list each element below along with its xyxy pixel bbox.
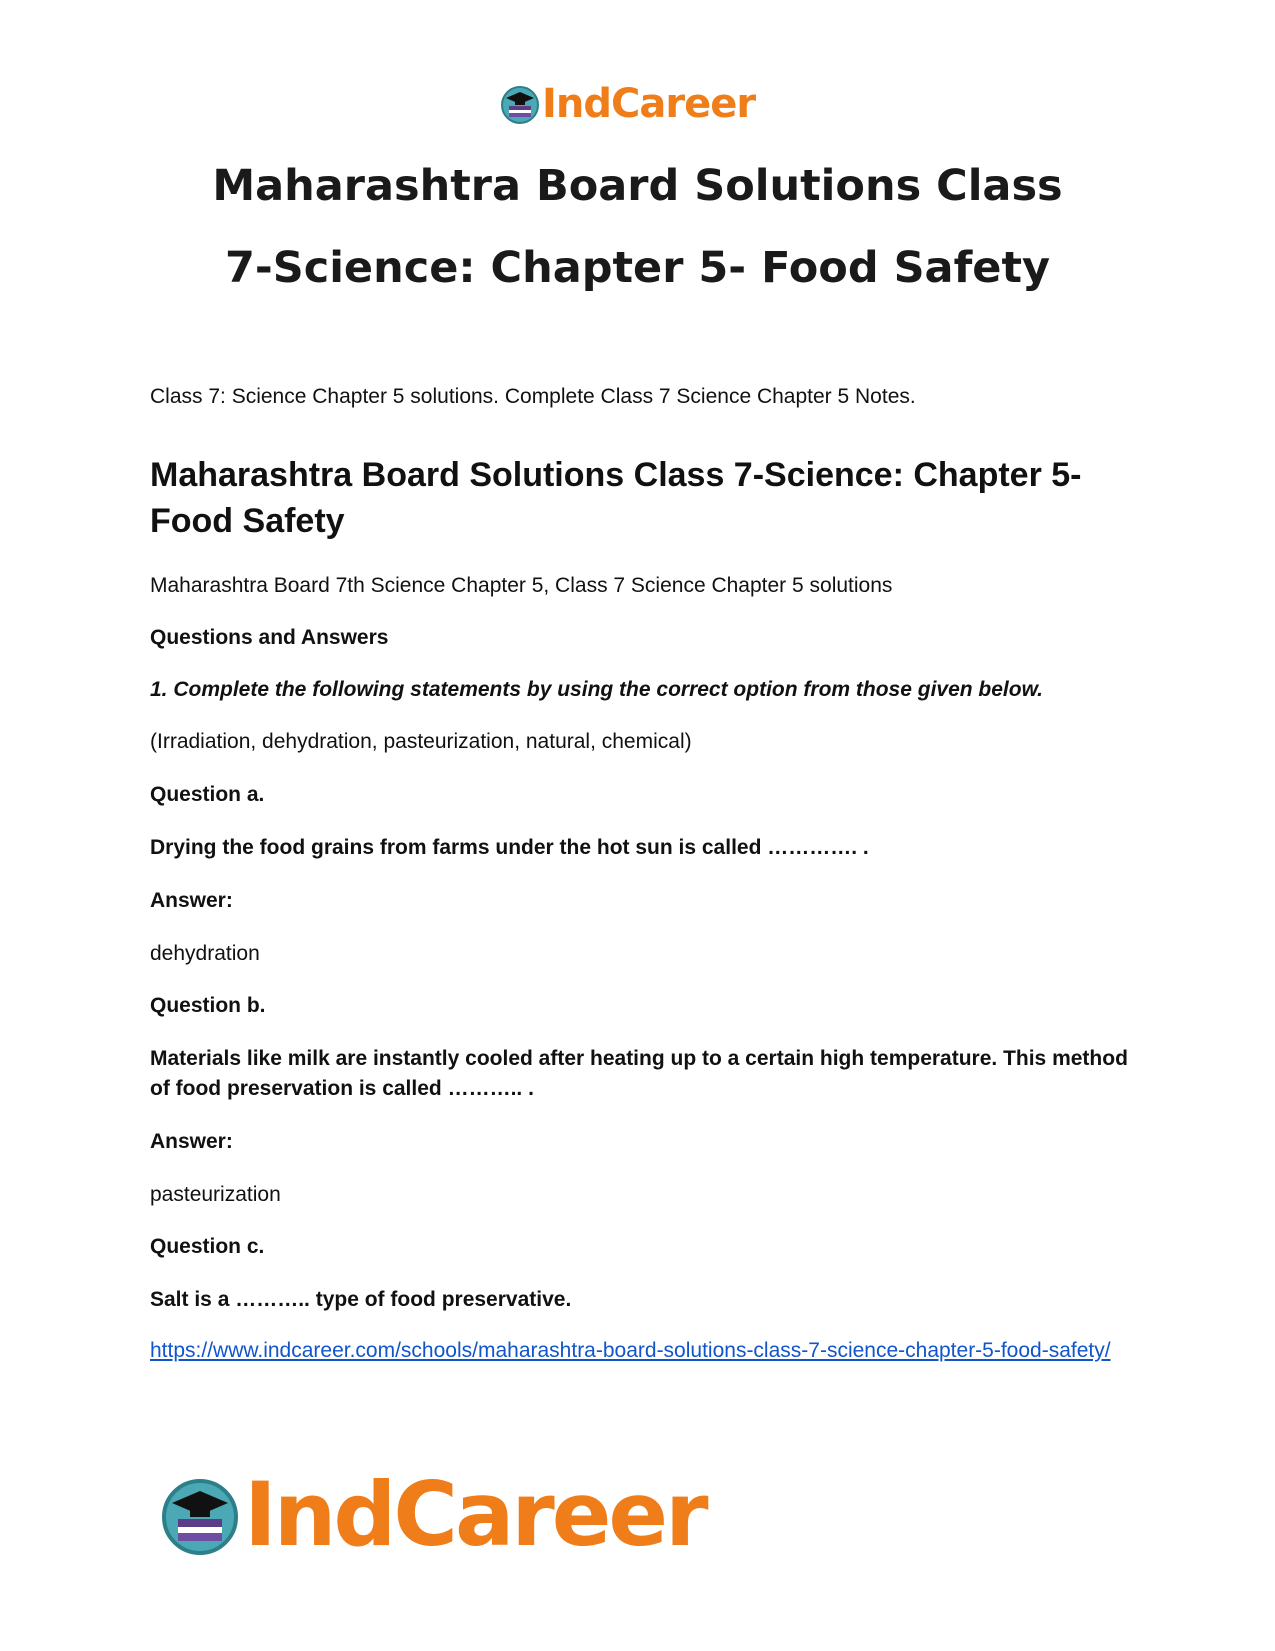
graduation-book-icon (160, 1475, 240, 1555)
question-b-text: Materials like milk are instantly cooled after heating up to a certain high temperature. This method of food preservation is called ……….. . (150, 1047, 1128, 1100)
logo-wordmark: IndCareer (244, 1463, 706, 1566)
footer-logo (160, 1465, 706, 1565)
question-a-answer: dehydration (150, 942, 260, 965)
question-c-label: Question c. (150, 1235, 265, 1258)
section-label: Questions and Answers (150, 626, 389, 649)
section-heading: Maharashtra Board Solutions Class 7-Science: Chapter 5- Food Safety (150, 456, 1082, 540)
instruction-text: 1. Complete the following statements by using the correct option from those given below. (150, 678, 1043, 701)
page-title-line-1: Maharashtra Board Solutions Class (212, 161, 1063, 211)
question-b-answer: pasteurization (150, 1183, 281, 1206)
question-a-label: Question a. (150, 783, 265, 806)
page-title (0, 145, 1275, 309)
question-a-text: Drying the food grains from farms under the hot sun is called …………. . (150, 836, 869, 859)
source-link[interactable]: https://www.indcareer.com/schools/maharashtra-board-solutions-class-7-science-chapter-5-food-safety/ (150, 1339, 1111, 1362)
top-logo (500, 80, 755, 128)
intro-text: Class 7: Science Chapter 5 solutions. Complete Class 7 Science Chapter 5 Notes. (150, 385, 916, 408)
question-b-label: Question b. (150, 994, 266, 1017)
page-title-line-2: 7-Science: Chapter 5- Food Safety (224, 243, 1051, 293)
options-text: (Irradiation, dehydration, pasteurization, natural, chemical) (150, 730, 692, 753)
subtitle-text: Maharashtra Board 7th Science Chapter 5, Class 7 Science Chapter 5 solutions (150, 574, 893, 597)
graduation-book-icon (500, 84, 540, 124)
logo-wordmark: IndCareer (542, 81, 756, 127)
document-body (150, 382, 1150, 1369)
question-b-answer-label: Answer: (150, 1130, 233, 1153)
question-c-text: Salt is a ……….. type of food preservative. (150, 1288, 572, 1311)
question-a-answer-label: Answer: (150, 889, 233, 912)
